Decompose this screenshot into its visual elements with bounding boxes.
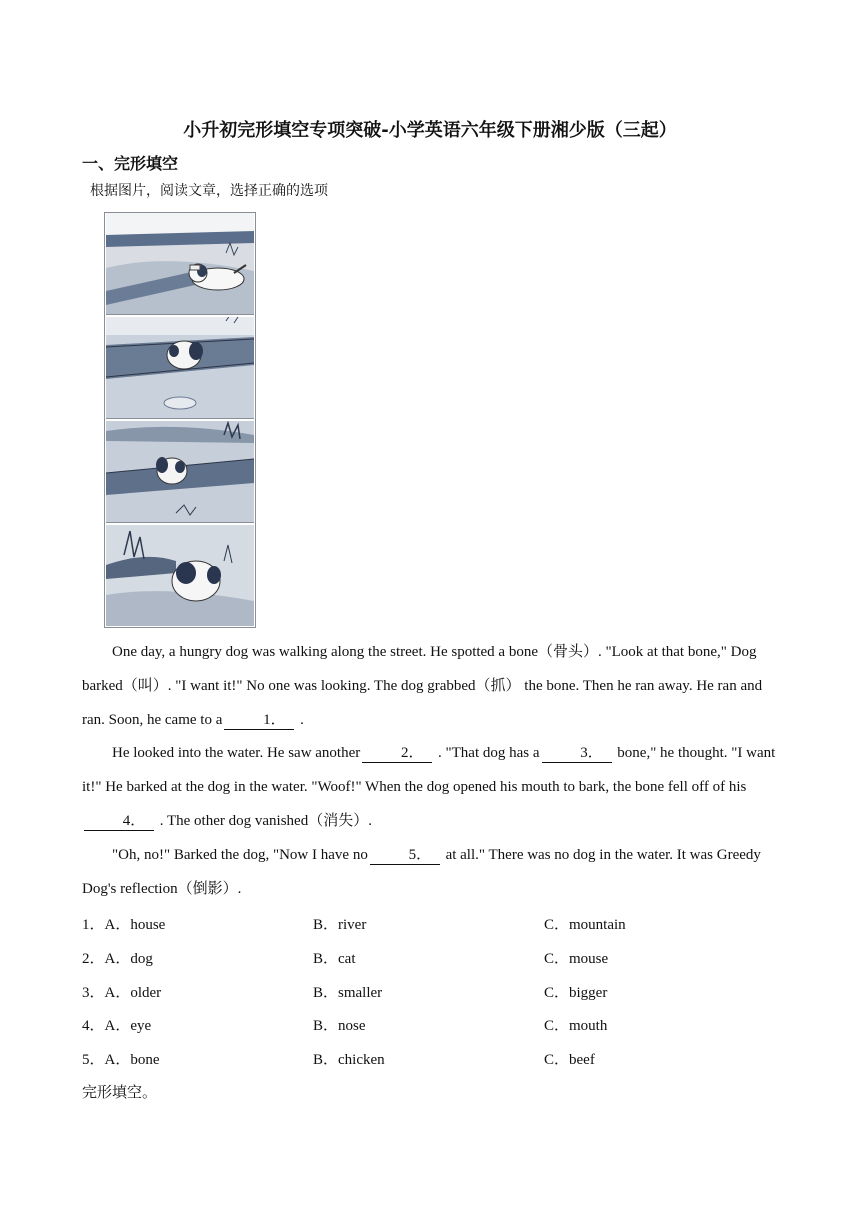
question-2-number: 2．A．dog (82, 950, 153, 967)
blank-2[interactable]: 2． (362, 744, 432, 763)
passage-paragraph-1 (82, 636, 782, 737)
passage-text: . "That dog has a (434, 745, 540, 762)
question-row (82, 973, 782, 1007)
option-3a[interactable]: A．older (104, 984, 162, 1001)
option-2c[interactable]: C．mouse (544, 950, 609, 967)
passage-text: "Oh, no!" Barked the dog, "Now I have no (112, 846, 368, 863)
option-1b[interactable]: B．river (313, 917, 367, 933)
question-options (82, 905, 782, 1074)
comic-panel-1 (106, 213, 254, 315)
passage-text: bone," he thought. "I want it!" He barked at the dog in the water. "Woof!" When the dog opened his mouth to bark, the bone fell off of his (82, 745, 776, 796)
option-1a[interactable]: A．house (104, 917, 166, 933)
blank-1[interactable]: 1． (224, 711, 294, 730)
comic-panel-3 (106, 421, 254, 523)
question-row (82, 905, 782, 939)
blank-4[interactable]: 4． (84, 812, 154, 831)
question-row (82, 939, 782, 973)
comic-strip-image (104, 212, 256, 628)
question-3-number: 3．A．older (82, 984, 162, 1001)
passage-text: One day, a hungry dog was walking along the street. He spotted a bone（骨头）. "Look at that bone," Dog barked（叫）. "I want it!" No one was looking. The dog grabbed（抓） the bone. Then he ran away. He ran and ran. Soon, he came to a (82, 644, 763, 728)
reading-passage (82, 636, 782, 906)
option-1c[interactable]: C．mountain (544, 917, 626, 933)
instruction-text: 根据图片，阅读文章，选择正确的选项 (90, 183, 328, 199)
blank-3[interactable]: 3． (542, 744, 612, 763)
option-5c[interactable]: C．beef (544, 1052, 595, 1069)
question-row (82, 1040, 782, 1074)
next-section-label: 完形填空。 (82, 1083, 158, 1101)
question-4-number: 4．A．eye (82, 1018, 152, 1035)
passage-text: He looked into the water. He saw another (112, 745, 361, 762)
option-5b[interactable]: B．chicken (313, 1052, 385, 1069)
passage-paragraph-3 (82, 839, 782, 907)
option-5a[interactable]: A．bone (104, 1052, 160, 1069)
option-3c[interactable]: C．bigger (544, 984, 608, 1001)
option-4c[interactable]: C．mouth (544, 1018, 608, 1035)
question-row (82, 1006, 782, 1040)
passage-paragraph-2 (82, 737, 782, 838)
passage-text: . (296, 711, 304, 728)
section-heading: 一、完形填空 (82, 154, 179, 173)
option-4a[interactable]: A．eye (104, 1018, 152, 1035)
passage-text: . The other dog vanished（消失）. (156, 812, 372, 829)
option-4b[interactable]: B．nose (313, 1018, 366, 1035)
comic-panel-2 (106, 317, 254, 419)
comic-panel-4 (106, 525, 254, 626)
option-2b[interactable]: B．cat (313, 950, 356, 967)
page-title: 小升初完形填空专项突破-小学英语六年级下册湘少版（三起） (183, 120, 677, 141)
blank-5[interactable]: 5． (370, 846, 440, 865)
option-3b[interactable]: B．smaller (313, 984, 383, 1001)
question-1-number: 1．A．house (82, 917, 166, 933)
passage-text: at all." There was no dog in the water. It was Greedy Dog's reflection（倒影）. (82, 846, 761, 897)
option-2a[interactable]: A．dog (104, 950, 153, 967)
question-5-number: 5．A．bone (82, 1052, 160, 1069)
